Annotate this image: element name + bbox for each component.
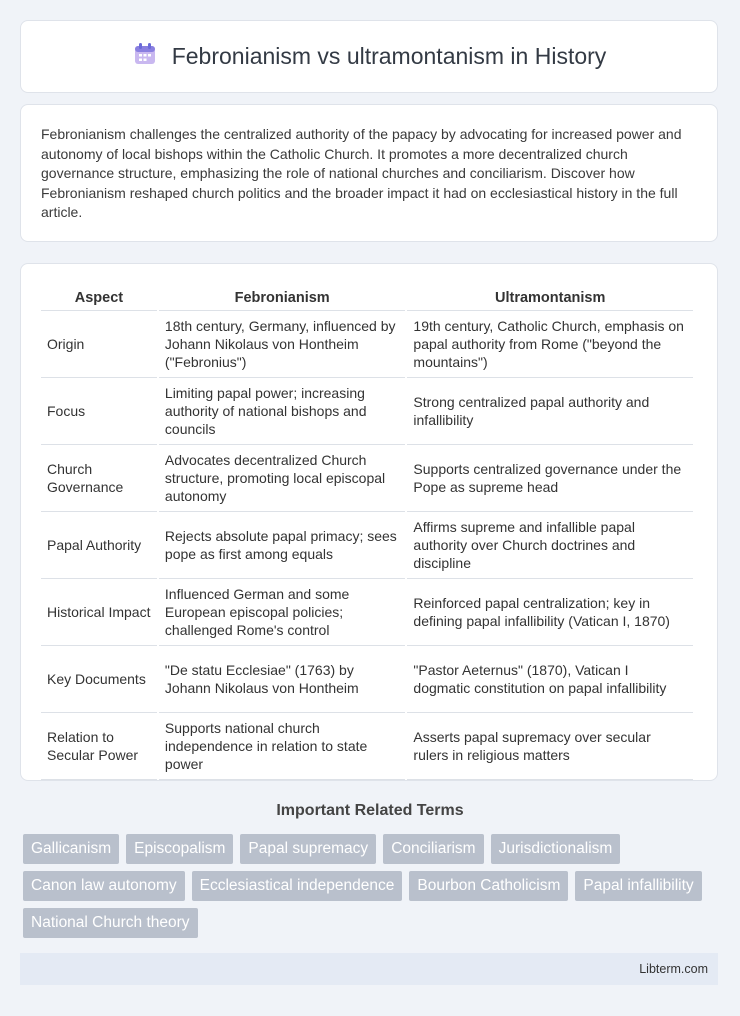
related-terms-title: Important Related Terms xyxy=(276,802,464,819)
calendar-icon xyxy=(132,41,158,72)
row-aspect: Focus xyxy=(41,378,157,445)
table-row xyxy=(41,579,693,646)
row-febronianism: 18th century, Germany, influenced by Johann Nikolaus von Hontheim ("Febronius") xyxy=(159,311,406,378)
row-ultramontanism: "Pastor Aeternus" (1870), Vatican I dogmatic constitution on papal infallibility xyxy=(407,646,693,713)
related-terms-list xyxy=(23,834,723,938)
row-febronianism: Advocates decentralized Church structure, promoting local episcopal autonomy xyxy=(159,445,406,512)
row-ultramontanism: Supports centralized governance under the Pope as supreme head xyxy=(407,445,693,512)
table-row xyxy=(41,713,693,780)
table-row xyxy=(41,445,693,512)
intro-text: Febronianism challenges the centralized authority of the papacy by advocating for increased power and autonomy of local bishops within the Catholic Church. It promotes a more decentralized church governance structure, emphasizing the role of national churches and conciliarism. Discover how Febronianism reshaped church politics and the broader impact it had on ecclesiastical history in the full article. xyxy=(41,126,682,220)
row-aspect: Origin xyxy=(41,311,157,378)
related-term-tag[interactable]: National Church theory xyxy=(23,908,198,938)
related-term-tag[interactable]: Canon law autonomy xyxy=(23,871,185,901)
row-febronianism: Limiting papal power; increasing authority of national bishops and councils xyxy=(159,378,406,445)
related-term-tag[interactable]: Conciliarism xyxy=(383,834,483,864)
intro-card xyxy=(20,104,718,242)
header-aspect: Aspect xyxy=(41,284,157,311)
table-row xyxy=(41,311,693,378)
related-term-tag[interactable]: Episcopalism xyxy=(126,834,233,864)
row-febronianism: "De statu Ecclesiae" (1763) by Johann Nikolaus von Hontheim xyxy=(159,646,406,713)
related-term-tag[interactable]: Jurisdictionalism xyxy=(491,834,621,864)
row-ultramontanism: Affirms supreme and infallible papal authority over Church doctrines and discipline xyxy=(407,512,693,579)
table-row xyxy=(41,646,693,713)
title-wrap xyxy=(132,41,607,72)
row-aspect: Papal Authority xyxy=(41,512,157,579)
row-ultramontanism: 19th century, Catholic Church, emphasis on papal authority from Rome ("beyond the mountains") xyxy=(407,311,693,378)
row-aspect: Historical Impact xyxy=(41,579,157,646)
table-row xyxy=(41,512,693,579)
row-febronianism: Supports national church independence in relation to state power xyxy=(159,713,406,780)
row-aspect: Key Documents xyxy=(41,646,157,713)
comparison-table xyxy=(39,284,695,780)
row-febronianism: Rejects absolute papal primacy; sees pope as first among equals xyxy=(159,512,406,579)
row-ultramontanism: Asserts papal supremacy over secular rulers in religious matters xyxy=(407,713,693,780)
page-title: Febronianism vs ultramontanism in History xyxy=(171,43,607,69)
row-febronianism: Influenced German and some European episcopal policies; challenged Rome's control xyxy=(159,579,406,646)
related-term-tag[interactable]: Bourbon Catholicism xyxy=(409,871,568,901)
row-aspect: Relation to Secular Power xyxy=(41,713,157,780)
row-ultramontanism: Strong centralized papal authority and infallibility xyxy=(407,378,693,445)
related-term-tag[interactable]: Papal infallibility xyxy=(575,871,701,901)
table-header-row xyxy=(41,284,693,311)
related-term-tag[interactable]: Gallicanism xyxy=(23,834,119,864)
table-row xyxy=(41,378,693,445)
related-term-tag[interactable]: Ecclesiastical independence xyxy=(192,871,403,901)
row-ultramontanism: Reinforced papal centralization; key in defining papal infallibility (Vatican I, 1870) xyxy=(407,579,693,646)
header-card xyxy=(20,20,718,93)
related-term-tag[interactable]: Papal supremacy xyxy=(240,834,376,864)
row-aspect: Church Governance xyxy=(41,445,157,512)
footer-site-link[interactable]: Libterm.com xyxy=(639,962,708,976)
comparison-table-card xyxy=(20,263,718,781)
header-ultramontanism: Ultramontanism xyxy=(407,284,693,311)
header-febronianism: Febronianism xyxy=(159,284,406,311)
footer xyxy=(20,953,718,985)
